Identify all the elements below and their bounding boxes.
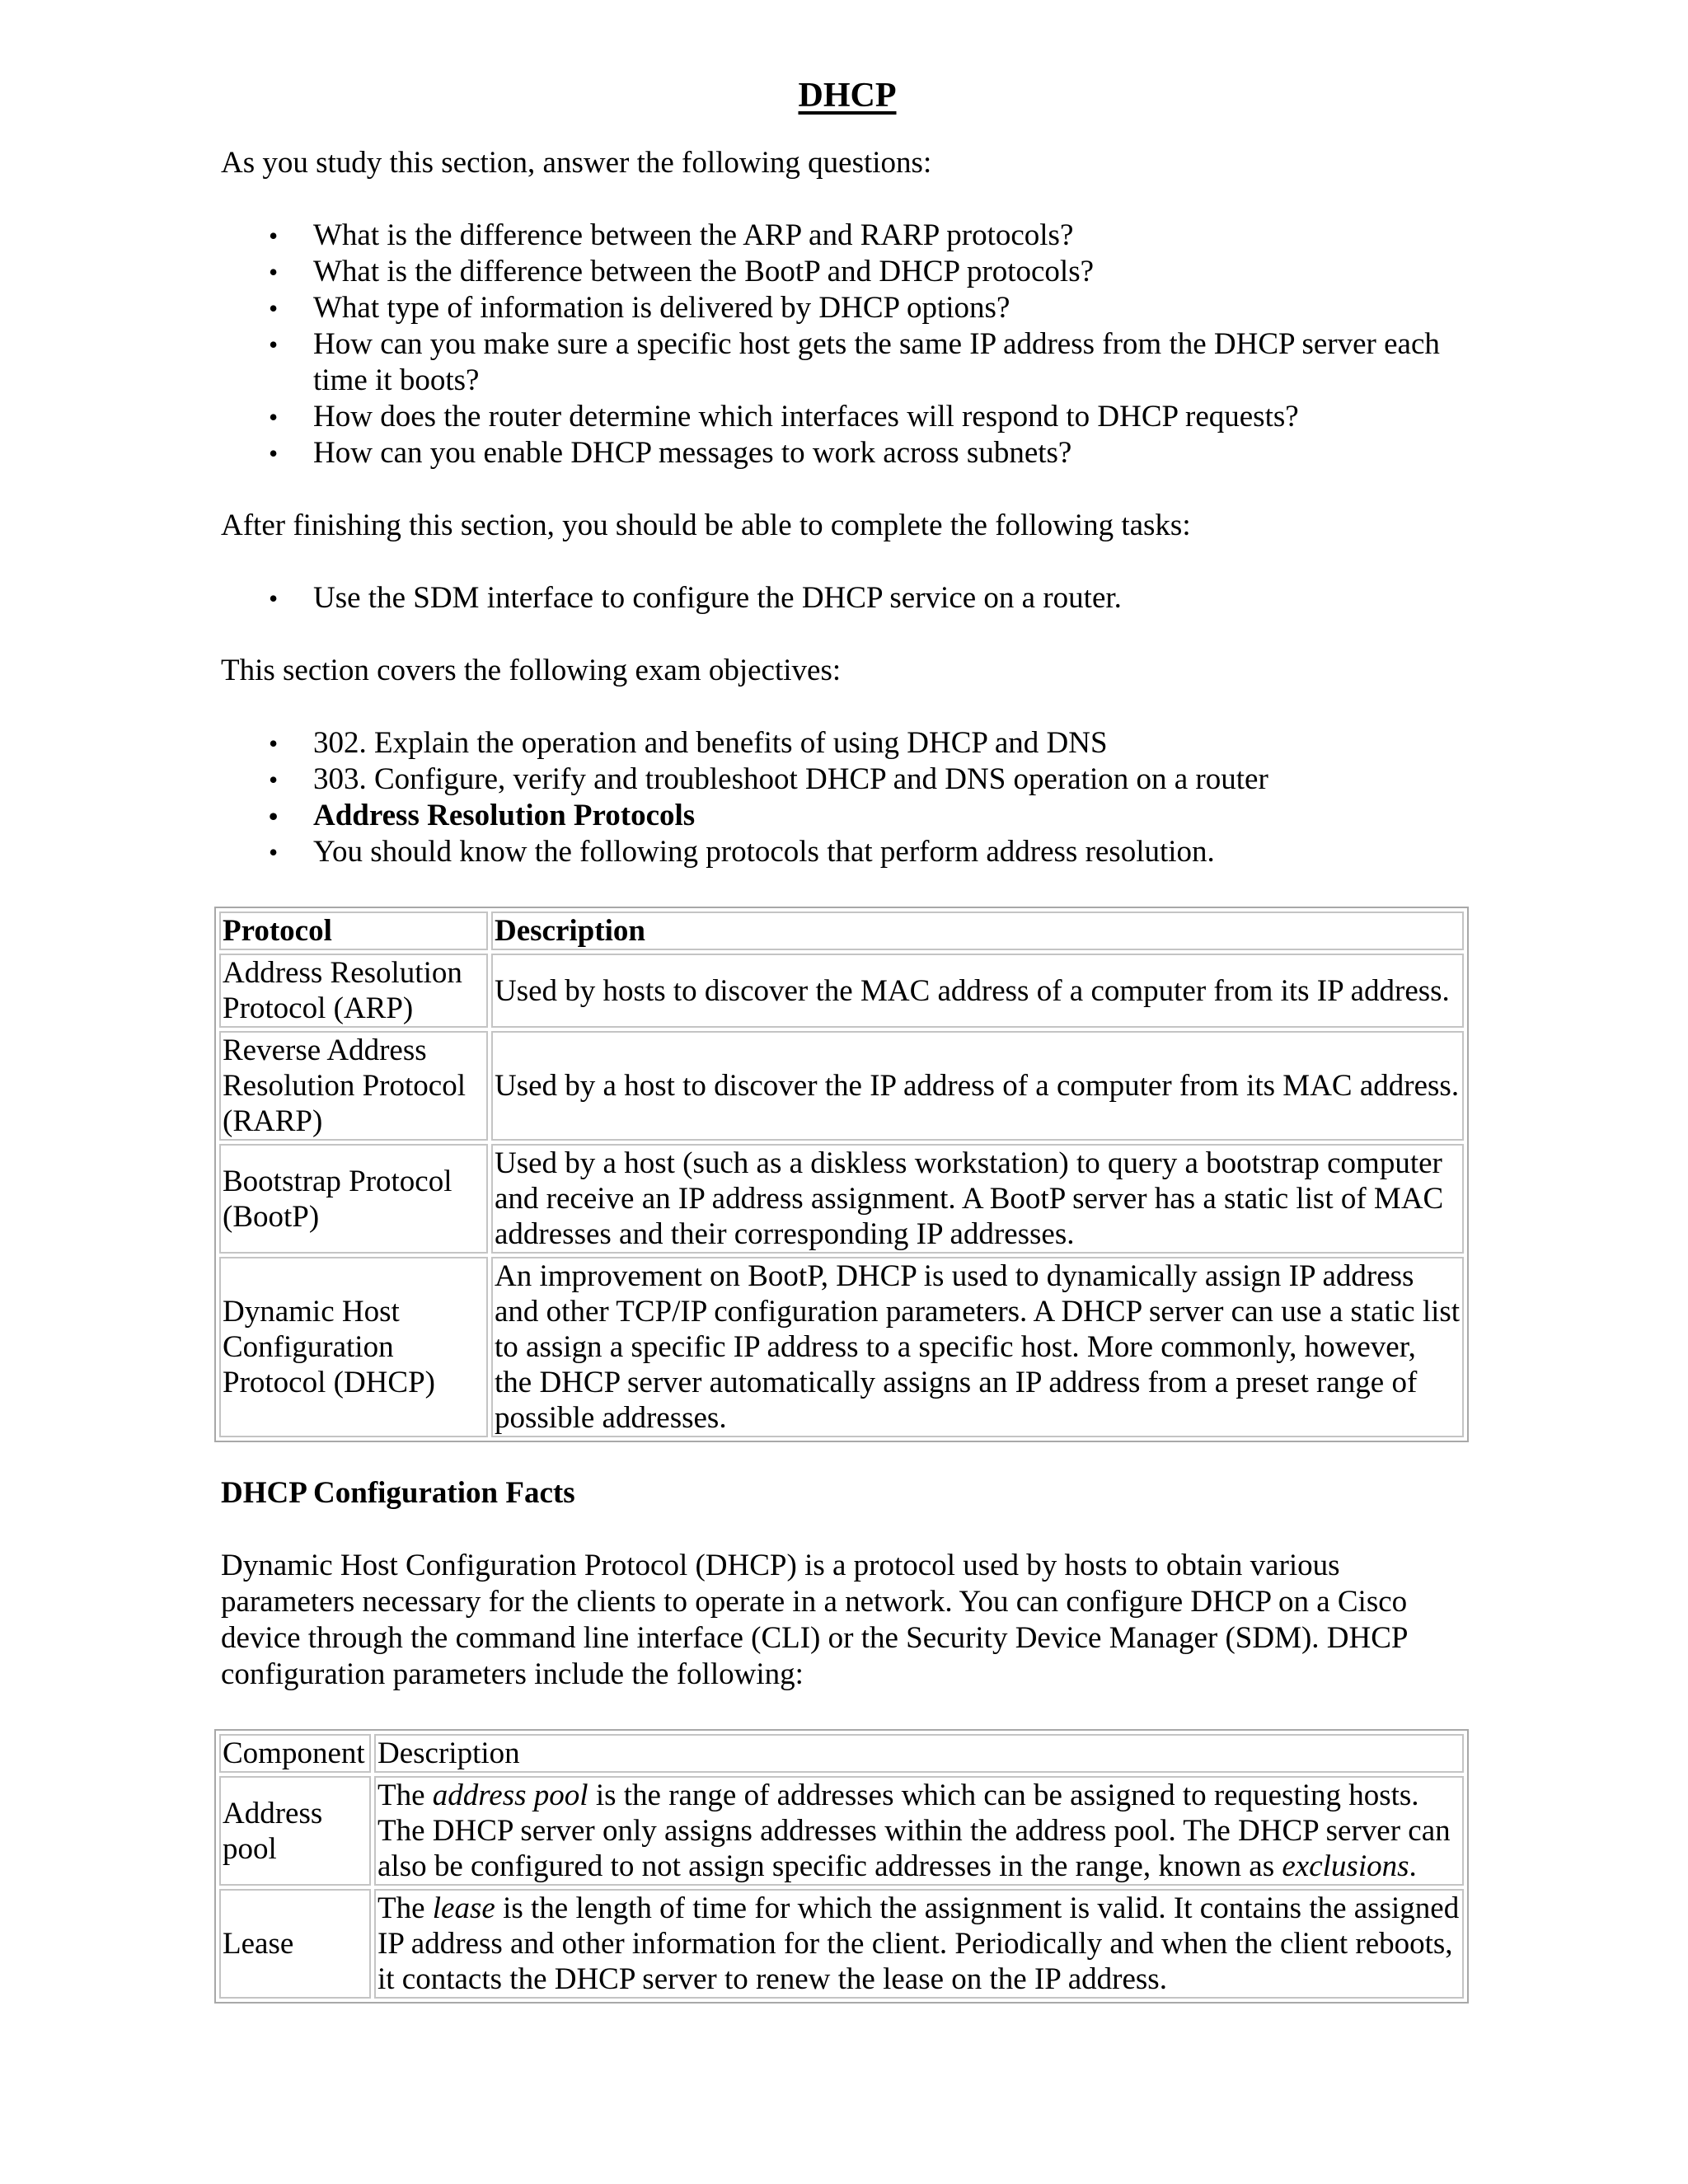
text-run: The [377, 1779, 433, 1812]
text-run: is the length of time for which the assignment is valid. It contains the assigned IP address and other information for the client. Periodically and when the client reboots, it contacts the DHCP server to renew the lease on the IP address. [377, 1891, 1460, 1996]
intro-questions: As you study this section, answer the following questions: [221, 146, 932, 180]
table-cell: An improvement on BootP, DHCP is used to dynamically assign IP address and other TCP/IP configuration parameters. A DHCP server can use a static list to assign a specific IP address to a specific host. More commonly, however, the DHCP server automatically assigns an IP address from a preset range of possible addresses. [491, 1257, 1464, 1437]
table-row [219, 1889, 1464, 1999]
term-italic: address pool [432, 1779, 588, 1812]
term-italic: exclusions [1282, 1849, 1409, 1883]
document-page [221, 73, 1474, 2004]
intro-tasks: After finishing this section, you should be able to complete the following tasks: [221, 509, 1191, 542]
table-cell: Used by hosts to discover the MAC address of a computer from its IP address. [491, 954, 1464, 1028]
table-header-cell: Protocol [219, 912, 488, 950]
table-header-cell: Description [491, 912, 1464, 950]
protocol-table [214, 907, 1469, 1442]
table-cell: Bootstrap Protocol (BootP) [219, 1144, 488, 1254]
table-cell: Lease [219, 1889, 371, 1999]
text-run: The [377, 1891, 433, 1925]
tasks-list [221, 580, 1474, 616]
table-header-row [219, 1734, 1464, 1773]
list-item: • You should know the following protocols that perform address resolution. [313, 834, 1474, 870]
term-italic: lease [432, 1891, 495, 1925]
table-cell: Used by a host to discover the IP address of a computer from its MAC address. [491, 1031, 1464, 1141]
list-item: • What is the difference between the ARP and RARP protocols? [313, 218, 1474, 254]
text-run: is the range of addresses which can be assigned to requesting hosts. The DHCP server only assigns addresses within the address pool. The DHCP server can also be configured to not assign specific addresses in the range, known as [377, 1779, 1451, 1883]
table-cell: Reverse Address Resolution Protocol (RARP) [219, 1031, 488, 1141]
table-row [219, 954, 1464, 1028]
list-item: • 303. Configure, verify and troubleshoot DHCP and DNS operation on a router [313, 762, 1474, 798]
table-header-cell: Component [219, 1734, 371, 1773]
questions-list [221, 218, 1474, 471]
table-header-row [219, 912, 1464, 950]
section-heading: DHCP Configuration Facts [221, 1476, 575, 1510]
intro-objectives: This section covers the following exam objectives: [221, 654, 842, 687]
table-row [219, 1257, 1464, 1437]
list-item-heading: • Address Resolution Protocols [313, 798, 1474, 834]
table-header-cell: Description [374, 1734, 1464, 1773]
page-title: DHCP [798, 77, 897, 115]
table-row [219, 1031, 1464, 1141]
table-cell [374, 1889, 1464, 1999]
config-paragraph: Dynamic Host Configuration Protocol (DHCP) is a protocol used by hosts to obtain various parameters necessary for the clients to operate in a network. You can configure DHCP on a Cisco device through the command line interface (CLI) or the Security Device Manager (SDM). DHCP configuration parameters include the following: [221, 1549, 1408, 1691]
list-item: • Use the SDM interface to configure the DHCP service on a router. [313, 580, 1474, 616]
table-cell: Address Resolution Protocol (ARP) [219, 954, 488, 1028]
list-item: • What type of information is delivered by DHCP options? [313, 290, 1474, 326]
list-item: • How can you make sure a specific host gets the same IP address from the DHCP server each time it boots? [313, 326, 1474, 399]
table-cell: Dynamic Host Configuration Protocol (DHCP) [219, 1257, 488, 1437]
text-run: . [1409, 1849, 1417, 1883]
component-table [214, 1729, 1469, 2004]
list-item: • What is the difference between the BootP and DHCP protocols? [313, 254, 1474, 290]
list-item: • How can you enable DHCP messages to work across subnets? [313, 435, 1474, 471]
table-row [219, 1776, 1464, 1886]
table-row [219, 1144, 1464, 1254]
table-cell [374, 1776, 1464, 1886]
list-item: • 302. Explain the operation and benefits of using DHCP and DNS [313, 725, 1474, 762]
table-cell: Used by a host (such as a diskless workstation) to query a bootstrap computer and receive an IP address assignment. A BootP server has a static list of MAC addresses and their corresponding IP addresses. [491, 1144, 1464, 1254]
table-cell: Address pool [219, 1776, 371, 1886]
list-item: • How does the router determine which interfaces will respond to DHCP requests? [313, 399, 1474, 435]
objectives-list [221, 725, 1474, 870]
